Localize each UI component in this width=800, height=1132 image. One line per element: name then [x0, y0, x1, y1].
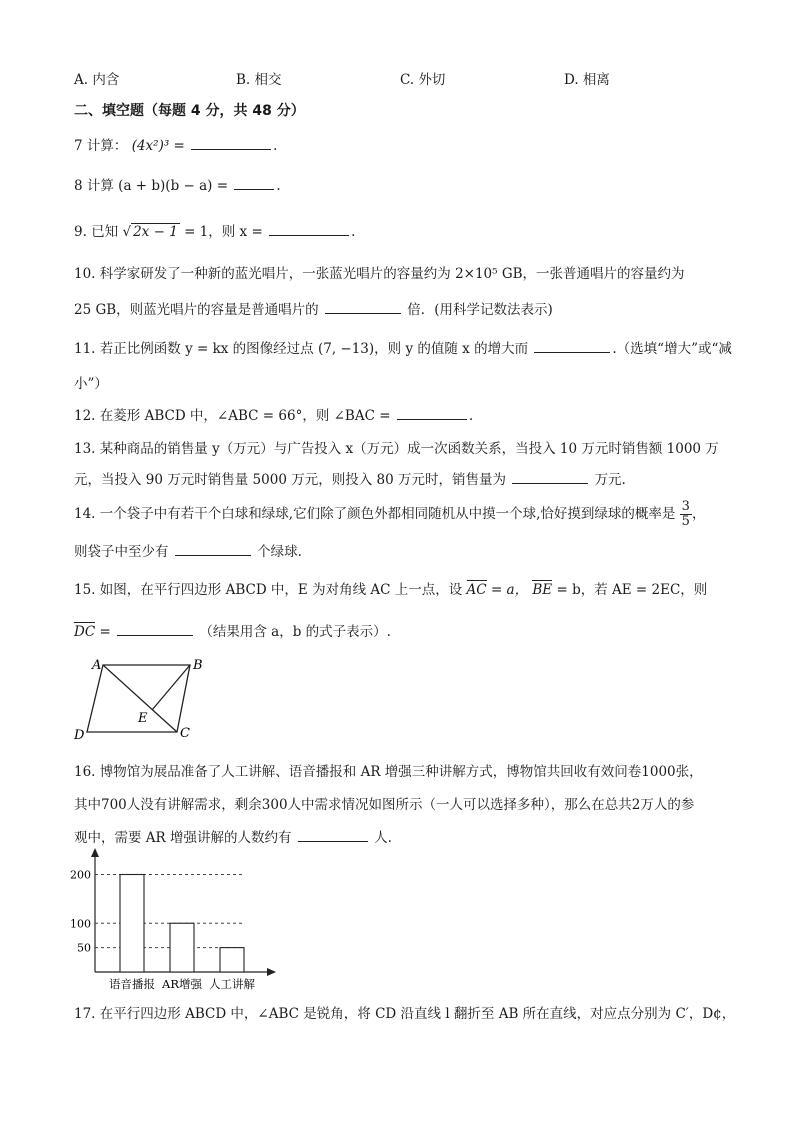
- q15-line2a: =: [99, 624, 111, 640]
- q12-text: 在菱形 ABCD 中，∠ABC = 66°，则 ∠BAC =: [99, 408, 391, 424]
- q14-answer-blank[interactable]: [175, 542, 251, 556]
- q14-fraction: [680, 500, 692, 529]
- q12-number: 12.: [74, 408, 96, 424]
- y-tick-label: 50: [77, 941, 91, 955]
- q13-line1: 某种商品的销售量 y（万元）与广告投入 x（万元）成一次函数关系，当投入 10 万元时销售额 1000 万: [99, 441, 719, 457]
- question-9: [74, 220, 355, 240]
- question-16-line-1: [74, 760, 703, 780]
- question-10-line-2: [74, 298, 553, 318]
- q9-number: 9.: [74, 224, 87, 240]
- q13-answer-blank[interactable]: [512, 470, 588, 484]
- question-7: [74, 134, 277, 154]
- vertex-d: D: [74, 728, 85, 743]
- x-category-label: 语音播报: [109, 977, 155, 991]
- q9-answer-blank[interactable]: [269, 222, 349, 236]
- q15-line2b: （结果用含 a，b 的式子表示）.: [199, 624, 391, 640]
- q10-answer-blank[interactable]: [325, 300, 401, 314]
- q16-line1: 博物馆为展品准备了人工讲解、语音播报和 AR 增强三种讲解方式，博物馆共回收有效问卷1000张，: [99, 764, 703, 780]
- q7-answer-blank[interactable]: [191, 136, 271, 150]
- q9-after: = 1，则 x =: [184, 224, 263, 240]
- q16-line3b: 人.: [374, 830, 392, 846]
- vector-dc: DC: [74, 624, 96, 640]
- q8-text: 计算 (a + b)(b − a) =: [86, 178, 229, 194]
- bar-1: [170, 923, 194, 972]
- question-14-line-1: [74, 500, 705, 529]
- option-b: B. 相交: [236, 72, 282, 88]
- q12-end: .: [468, 408, 474, 424]
- q9-text: 已知: [91, 224, 119, 240]
- q13-number: 13.: [74, 441, 96, 457]
- bar-chart: [60, 845, 290, 995]
- bar-2: [220, 948, 244, 972]
- q14-line1-end: ，: [691, 506, 706, 522]
- vertex-b: B: [193, 658, 203, 673]
- radical-sign: √: [122, 224, 132, 240]
- q14-line2b: 个绿球.: [257, 544, 302, 560]
- y-axis-arrow: [91, 848, 99, 857]
- q17-line1: 在平行四边形 ABCD 中，∠ABC 是锐角，将 CD 沿直线 l 翻折至 AB 所在直线，对应点分别为 C′，D¢，: [99, 1006, 736, 1022]
- q8-end: .: [276, 178, 281, 194]
- q7-number: 7: [74, 138, 83, 154]
- q11-answer-blank[interactable]: [534, 339, 610, 353]
- q16-number: 16.: [74, 764, 96, 780]
- x-category-label: AR增强: [162, 977, 202, 991]
- segment-be: [152, 665, 190, 710]
- q15-line1a: 如图，在平行四边形 ABCD 中，E 为对角线 AC 上一点，设: [99, 582, 463, 598]
- parallelogram-figure: [70, 655, 210, 745]
- q8-number: 8: [74, 178, 83, 194]
- question-10-line-1: [74, 262, 685, 282]
- q15-number: 15.: [74, 582, 96, 598]
- y-tick-label: 100: [70, 917, 91, 931]
- question-12: [74, 404, 473, 424]
- q15-eq-a: = a，: [490, 582, 529, 598]
- option-c: C. 外切: [400, 72, 446, 88]
- q9-radicand: 2x − 1: [133, 224, 178, 240]
- x-axis-arrow: [267, 968, 276, 976]
- q9-end: .: [351, 224, 356, 240]
- q10-line1: 科学家研发了一种新的蓝光唱片，一张蓝光唱片的容量约为 2×10⁵ GB，一张普通唱片的容量约为: [99, 266, 685, 282]
- q14-line1: 一个袋子中有若干个白球和绿球,它们除了颜色外都相同随机从中摸一个球,恰好摸到绿球的概率是: [99, 506, 676, 522]
- q11-line1b: .（选填“增大”或“减: [612, 341, 732, 357]
- q10-number: 10.: [74, 266, 96, 282]
- question-11-line-1: [74, 337, 732, 357]
- q16-answer-blank[interactable]: [298, 828, 368, 842]
- vertex-c: C: [180, 726, 190, 741]
- q12-answer-blank[interactable]: [397, 406, 467, 420]
- question-8: [74, 174, 281, 194]
- x-category-label: 人工讲解: [209, 977, 255, 991]
- q10-line2b: 倍．(用科学记数法表示): [407, 302, 553, 318]
- question-16-line-3: [74, 826, 392, 846]
- vertex-a: A: [92, 658, 102, 673]
- question-13-line-1: [74, 437, 719, 457]
- q15-answer-blank[interactable]: [117, 622, 193, 636]
- question-15-line-2: [74, 620, 391, 640]
- q13-line2a: 元，当投入 90 万元时销售量 5000 万元，则投入 80 万元时，销售量为: [74, 472, 506, 488]
- q10-line2a: 25 GB，则蓝光唱片的容量是普通唱片的: [74, 302, 319, 318]
- q14-line2a: 则袋子中至少有: [74, 544, 169, 560]
- vector-be: BE: [532, 582, 553, 598]
- q16-line2: 其中700人没有讲解需求，剩余300人中需求情况如图所示（一人可以选择多种），那么在总共2万人的参: [74, 797, 695, 813]
- q7-end: .: [273, 138, 278, 154]
- question-13-line-2: [74, 468, 626, 488]
- q11-number: 11.: [74, 341, 96, 357]
- question-17: [74, 1002, 735, 1022]
- q14-number: 14.: [74, 506, 96, 522]
- vector-ac: AC: [466, 582, 487, 598]
- point-e: E: [138, 711, 148, 726]
- y-tick-label: 200: [70, 868, 91, 882]
- option-a: A. 内含: [74, 72, 120, 88]
- question-15-line-1: [74, 578, 707, 598]
- question-14-line-2: [74, 540, 302, 560]
- fraction-denominator: 5: [681, 514, 690, 529]
- q15-eq-b: = b，若 AE = 2EC，则: [556, 582, 708, 598]
- q11-line2: 小”）: [74, 376, 108, 392]
- q7-text: 计算：: [86, 138, 128, 154]
- q7-expression: (4x²)³ =: [131, 138, 185, 154]
- bar-0: [120, 875, 144, 973]
- q8-answer-blank[interactable]: [234, 176, 274, 190]
- q16-line3a: 观中，需要 AR 增强讲解的人数约有: [74, 830, 292, 846]
- q17-number: 17.: [74, 1006, 96, 1022]
- section-title: 二、填空题（每题 4 分，共 48 分）: [74, 103, 305, 119]
- q11-line1a: 若正比例函数 y = kx 的图像经过点 (7, −13)，则 y 的值随 x 的增大而: [99, 341, 529, 357]
- option-d: D. 相离: [564, 72, 610, 88]
- q13-line2b: 万元.: [594, 472, 626, 488]
- fraction-numerator: 3: [681, 499, 690, 514]
